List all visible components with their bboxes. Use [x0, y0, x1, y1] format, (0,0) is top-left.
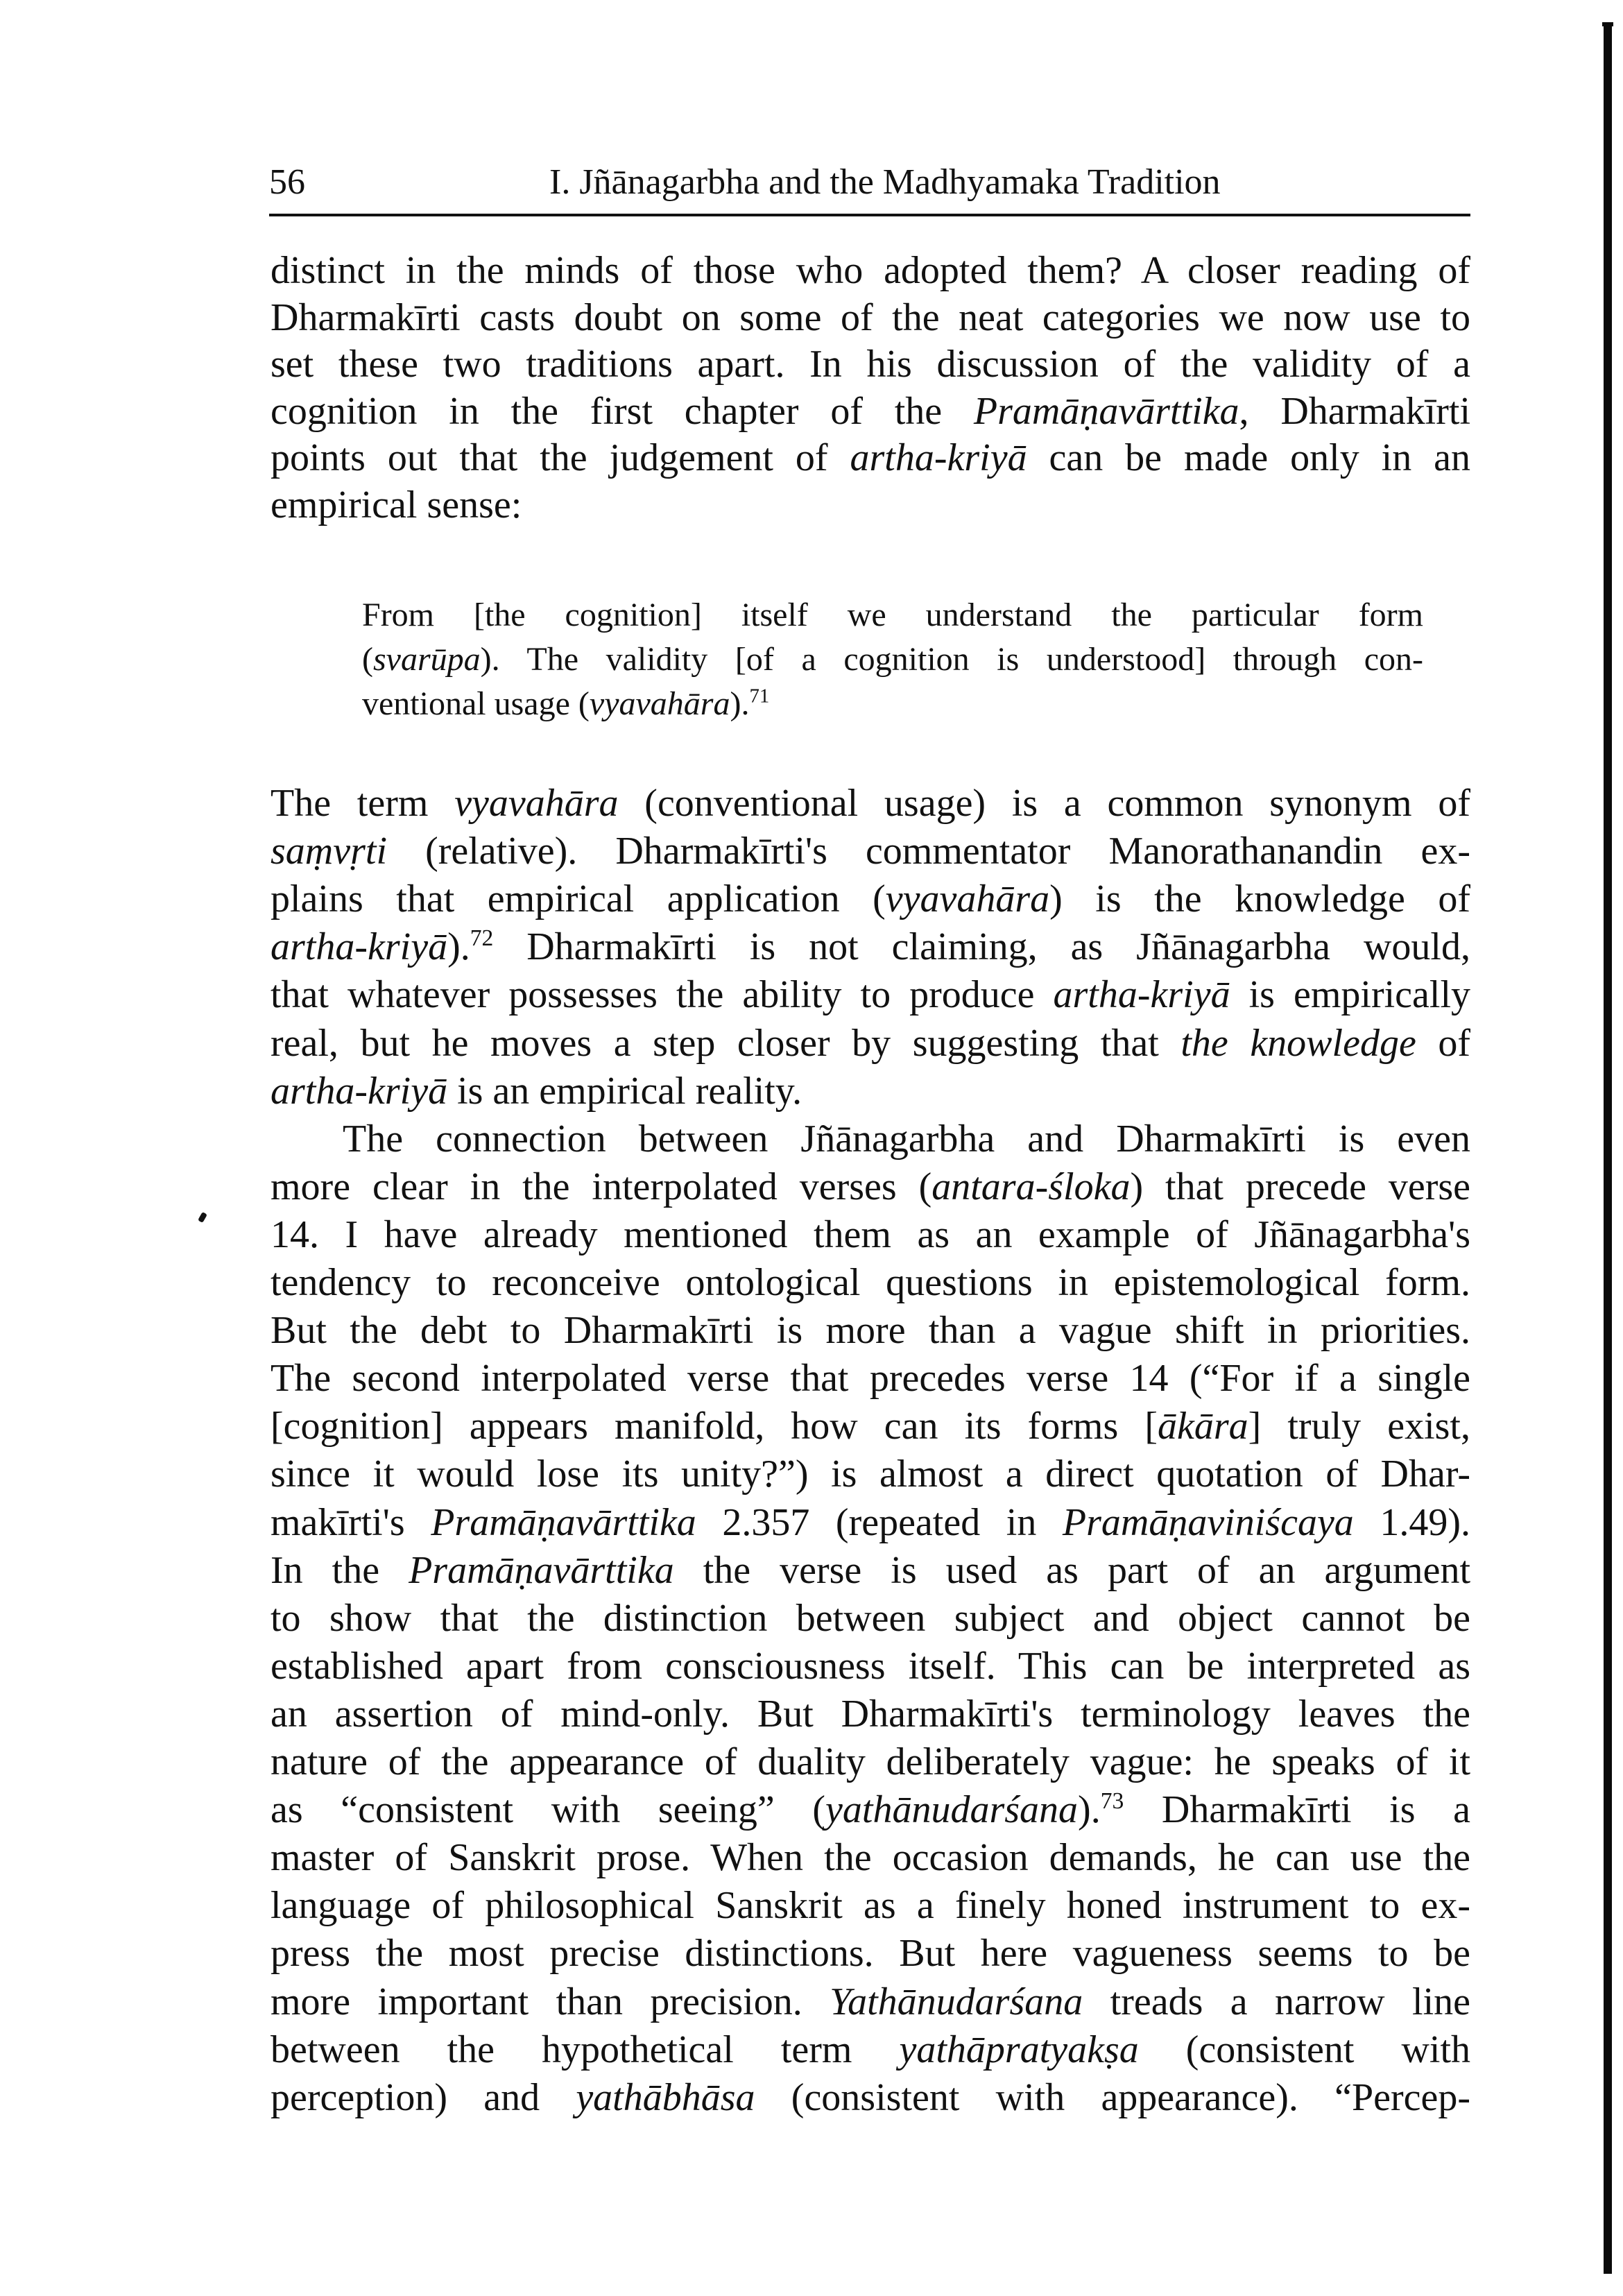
p3-line: [270, 1978, 1470, 2025]
italic-term: antara-śloka: [931, 1165, 1131, 1208]
bq-line: [362, 683, 1423, 726]
text-run: ). The validity [of a cognition is understood] through con-: [480, 641, 1423, 678]
text-run: master of Sanskrit prose. When the occasion demands, he can use the: [270, 1836, 1470, 1880]
text-run: established apart from consciousness itself. This can be interpreted as: [270, 1644, 1470, 1688]
text-run: ).: [447, 925, 470, 969]
text-run: more clear in the interpolated verses (: [270, 1165, 932, 1208]
p3-line: [270, 1403, 1470, 1450]
text-run: ] truly exist,: [1248, 1405, 1470, 1448]
text-run: is empirically: [1230, 973, 1470, 1017]
p3-line: [270, 1450, 1470, 1498]
text-run: an assertion of mind-only. But Dharmakīrti's terminology leaves the: [270, 1692, 1470, 1736]
p3-line: [270, 1690, 1470, 1738]
text-run: ) is the knowledge of: [1049, 877, 1470, 921]
text-run: ventional usage (: [362, 685, 590, 722]
italic-term: yathābhāsa: [576, 2075, 755, 2119]
text-run: Dharmakīrti is not claiming, as Jñānagarbha would,: [493, 925, 1470, 969]
footnote-ref: 71: [749, 685, 770, 708]
running-title: I. Jñānagarbha and the Madhyamaka Tradition: [549, 162, 1221, 202]
text-run: makīrti's: [270, 1500, 431, 1544]
text-run: (consistent with: [1138, 2028, 1471, 2071]
italic-term: vyavahāra: [589, 685, 730, 722]
p3-line: [270, 2074, 1470, 2121]
italic-term: Pramāṇaviniścaya: [1062, 1500, 1354, 1544]
text-run: can be made only in an: [1027, 436, 1471, 480]
p3-line: [270, 1738, 1470, 1785]
text-run: [cognition] appears manifold, how can its forms [: [270, 1405, 1158, 1448]
italic-term: svarūpa: [372, 641, 481, 678]
p1-line: [270, 388, 1470, 435]
p3-line: [270, 1882, 1470, 1929]
text-run: language of philosophical Sanskrit as a finely honed instrument to ex-: [270, 1884, 1470, 1928]
p3-line: [270, 1211, 1470, 1258]
p2-line: [270, 875, 1470, 923]
p3-line: [270, 1259, 1470, 1306]
text-run: the verse is used as part of an argument: [673, 1548, 1471, 1592]
p3-line: [270, 1930, 1470, 1977]
italic-term: vyavahāra: [885, 877, 1050, 921]
p2-line: [270, 971, 1470, 1018]
p2-line: [270, 1020, 1470, 1067]
p3-line: [270, 1834, 1470, 1881]
p1-line: [270, 481, 1470, 529]
text-run: plains that empirical application (: [270, 877, 886, 921]
text-run: Dharmakīrti is a: [1124, 1788, 1470, 1832]
p3-line: [270, 1163, 1470, 1210]
text-run: ).: [1078, 1788, 1101, 1832]
p3-line: [270, 1355, 1470, 1402]
italic-term: saṃvṛti: [270, 830, 387, 873]
p1-line: [270, 341, 1470, 388]
footnote-ref: 72: [470, 925, 494, 952]
bq-line: [362, 594, 1423, 637]
header-rule: [269, 214, 1470, 216]
p3-line: [270, 1547, 1470, 1594]
text-run: more important than precision.: [270, 1980, 830, 2023]
text-run: between the hypothetical term: [270, 2028, 900, 2071]
text-run: The connection between Jñānagarbha and Dharmakīrti is even: [343, 1117, 1470, 1160]
italic-term: ākāra: [1157, 1405, 1248, 1448]
text-run: press the most precise distinctions. But here vagueness seems to be: [270, 1932, 1470, 1976]
p2-line: [270, 780, 1470, 827]
italic-term: artha-kriyā: [1053, 973, 1230, 1017]
text-run: since it would lose its unity?”) is almost a direct quotation of Dhar-: [270, 1453, 1470, 1496]
text-run: (relative). Dharmakīrti's commentator Manorathanandin ex-: [387, 830, 1470, 873]
text-run: From [the cognition] itself we understand the particular form: [362, 597, 1423, 633]
text-run: ).: [730, 685, 750, 722]
text-run: perception) and: [270, 2075, 576, 2119]
italic-term: artha-kriyā: [270, 1069, 448, 1113]
text-run: treads a narrow line: [1083, 1980, 1470, 2023]
text-run: , Dharmakīrti: [1239, 389, 1470, 433]
italic-term: yathāpratyakṣa: [899, 2028, 1139, 2071]
italic-term: Yathānudarśana: [830, 1980, 1083, 2023]
text-run: to show that the distinction between subject and object cannot be: [270, 1596, 1470, 1640]
running-head: [269, 158, 1470, 207]
italic-term: the knowledge: [1180, 1021, 1416, 1065]
p3-line: [270, 2026, 1470, 2073]
text-run: points out that the judgement of: [270, 436, 850, 480]
p1-line: [270, 434, 1470, 481]
text-run: that whatever possesses the ability to produce: [270, 973, 1054, 1017]
p1-line: [270, 294, 1470, 341]
text-run: In the: [270, 1548, 409, 1592]
text-run: real, but he moves a step closer by suggesting that: [270, 1021, 1181, 1065]
text-run: The second interpolated verse that precedes verse 14 (“For if a single: [270, 1357, 1470, 1400]
p3-line: [270, 1786, 1470, 1833]
p3-line: [270, 1595, 1470, 1642]
p3-line: [270, 1643, 1470, 1690]
italic-term: Pramāṇavārttika: [409, 1548, 674, 1592]
text-run: 1.49).: [1353, 1500, 1470, 1544]
p3-line: [270, 1307, 1470, 1354]
text-run: The term: [270, 782, 455, 825]
italic-term: artha-kriyā: [850, 436, 1027, 480]
italic-term: artha-kriyā: [270, 925, 448, 969]
text-run: (conventional usage) is a common synonym of: [618, 782, 1470, 825]
text-run: 14. I have already mentioned them as an example of Jñānagarbha's: [270, 1213, 1470, 1256]
page-edge-shadow: [1604, 22, 1612, 2274]
text-run: empirical sense:: [270, 483, 522, 526]
text-run: ) that precede verse: [1130, 1165, 1471, 1208]
text-run: is an empirical reality.: [447, 1069, 802, 1113]
margin-mark: [198, 1212, 207, 1223]
p2-line: [270, 923, 1470, 970]
text-run: nature of the appearance of duality deliberately vague: he speaks of it: [270, 1740, 1470, 1783]
p2-line: [270, 828, 1470, 875]
text-run: 2.357 (repeated in: [696, 1500, 1063, 1544]
p2-line: [270, 1068, 1470, 1115]
text-run: cognition in the first chapter of the: [270, 389, 974, 433]
italic-term: Pramāṇavārttika: [431, 1500, 696, 1544]
text-run: Dharmakīrti casts doubt on some of the neat categories we now use to: [270, 295, 1470, 339]
p3-line: [270, 1499, 1470, 1546]
page-number: 56: [269, 162, 305, 202]
text-run: as “consistent with seeing” (: [270, 1788, 826, 1832]
text-run: (: [362, 641, 373, 678]
footnote-ref: 73: [1100, 1788, 1124, 1814]
text-run: (consistent with appearance). “Percep-: [755, 2075, 1470, 2119]
text-run: tendency to reconceive ontological questions in epistemological form.: [270, 1261, 1470, 1304]
italic-term: vyavahāra: [454, 782, 619, 825]
text-run: set these two traditions apart. In his discussion of the validity of a: [270, 343, 1470, 386]
bq-line: [362, 638, 1423, 681]
p1-line: [270, 247, 1470, 294]
text-run: of: [1416, 1021, 1471, 1065]
italic-term: Pramāṇavārttika: [973, 389, 1239, 433]
italic-term: yathānudarśana: [825, 1788, 1079, 1832]
p3-line: [343, 1115, 1470, 1163]
text-run: But the debt to Dharmakīrti is more than a vague shift in priorities.: [270, 1309, 1470, 1353]
text-run: distinct in the minds of those who adopted them? A closer reading of: [270, 249, 1470, 292]
